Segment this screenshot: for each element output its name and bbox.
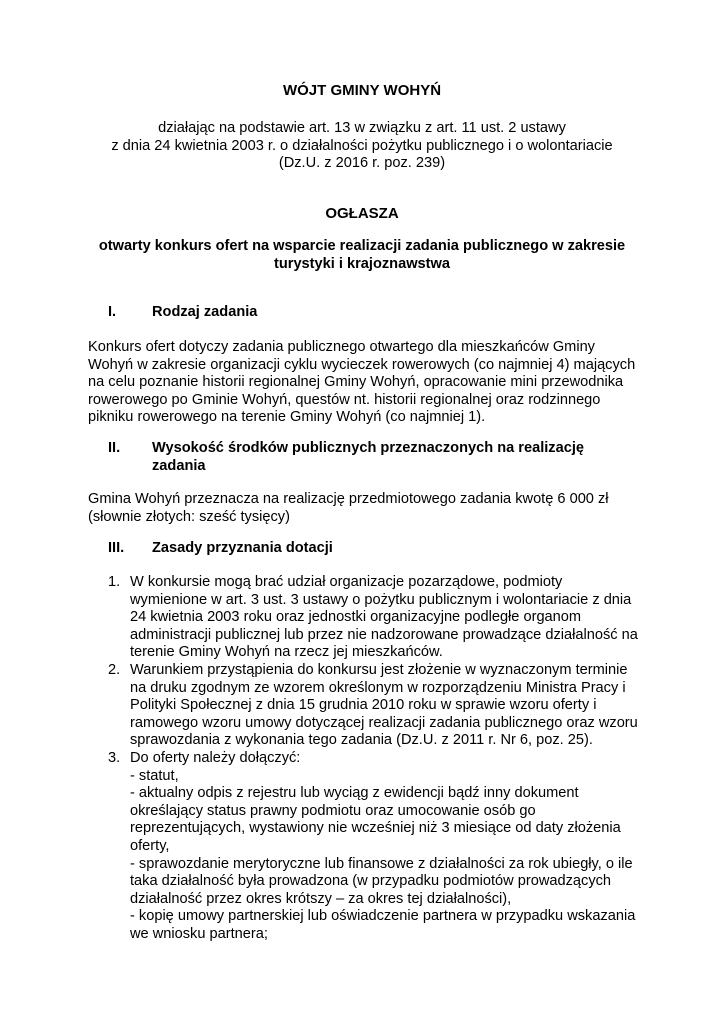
- list-item-line: określający status prawny podmiotu oraz umocowanie osób go: [130, 802, 536, 819]
- section-2-paragraph: [88, 491, 609, 526]
- list-item-line: 24 kwietnia 2003 roku oraz jednostki organizacyjne podległe organom: [130, 609, 582, 626]
- list-item-line: Polityki Społecznej z dnia 15 grudnia 2010 roku w sprawie wzoru oferty i: [130, 697, 597, 714]
- list-item-line: wymienione w art. 3 ust. 3 ustawy o pożytku publicznym i wolontariacie z dnia: [130, 591, 632, 608]
- list-item-line: Warunkiem przystąpienia do konkursu jest złożenie w wyznaczonym terminie: [130, 661, 628, 678]
- list-item-line: - sprawozdanie merytoryczne lub finansowe z działalności za rok ubiegły, o ile: [130, 855, 633, 872]
- paragraph-line: Gmina Wohyń przeznacza na realizację przedmiotowego zadania kwotę 6 000 zł: [88, 491, 609, 507]
- legal-basis-line: (Dz.U. z 2016 r. poz. 239): [278, 155, 446, 172]
- legal-basis-line: działając na podstawie art. 13 w związku z art. 11 ust. 2 ustawy: [158, 120, 566, 136]
- section-title-line: Wysokość środków publicznych przeznaczonych na realizację: [152, 440, 585, 456]
- paragraph-line: na celu poznanie historii regionalnej Gminy Wohyń, opracowanie mini przewodnika: [88, 374, 624, 391]
- list-item-line: we wniosku partnera;: [130, 925, 268, 942]
- rules-list: [108, 574, 638, 943]
- list-item-line: działalność przez okres krótszy – za okres tej działalności),: [130, 890, 512, 907]
- list-item: [108, 574, 638, 662]
- competition-subject: [0, 238, 724, 273]
- list-item-line: terenie Gminy Wohyń na rzecz jej mieszkańców.: [130, 644, 443, 661]
- list-item-number: 2.: [108, 661, 121, 678]
- section-title-line: zadania: [152, 457, 206, 474]
- list-item-line: oferty,: [130, 837, 170, 854]
- paragraph-line: Konkurs ofert dotyczy zadania publicznego otwartego dla mieszkańców Gminy: [88, 339, 595, 355]
- list-item-line: - kopię umowy partnerskiej lub oświadczenie partnera w przypadku wskazania: [130, 908, 636, 925]
- list-item-line: - aktualny odpis z rejestru lub wyciąg z ewidencji bądź inny dokument: [130, 785, 579, 802]
- paragraph-line: Wohyń w zakresie organizacji cyklu wycieczek rowerowych (co najmniej 4) mających: [88, 356, 636, 373]
- list-item-line: ramowego wzoru umowy dotyczącej realizacji zadania publicznego oraz wzoru: [130, 714, 638, 731]
- title-text: WÓJT GMINY WOHYŃ: [282, 82, 442, 99]
- list-item-line: W konkursie mogą brać udział organizacje pozarządowe, podmioty: [130, 574, 563, 590]
- legal-basis-line: z dnia 24 kwietnia 2003 r. o działalności pożytku publicznego i o wolontariacie: [111, 137, 613, 154]
- list-item: [108, 662, 638, 750]
- list-item-line: sprawozdania z wykonania tego zadania (Dz.U. z 2011 r. Nr 6, poz. 25).: [130, 732, 593, 749]
- section-title: [152, 440, 584, 475]
- subject-line: otwarty konkurs ofert na wsparcie realizacji zadania publicznego w zakresie: [98, 238, 626, 254]
- section-1-paragraph: [88, 339, 635, 427]
- list-item-line: Do oferty należy dołączyć:: [130, 749, 301, 766]
- document-title: [0, 82, 724, 100]
- section-title: Rodzaj zadania: [152, 304, 258, 320]
- section-title: Zasady przyznania dotacji: [152, 540, 333, 556]
- section-number: III.: [108, 540, 125, 556]
- list-item-number: 1.: [108, 574, 121, 590]
- list-item-body: [130, 750, 638, 944]
- subject-line: turystyki i krajoznawstwa: [273, 255, 450, 272]
- list-item-line: - statut,: [130, 767, 179, 784]
- section-number: I.: [108, 304, 117, 320]
- list-item-line: administracji publicznej lub przez nie nadzorowane prowadzące działalność na: [130, 626, 638, 643]
- list-item-body: [130, 662, 638, 750]
- paragraph-line: pikniku rowerowego na terenie Gminy Wohyń (co najmniej 1).: [88, 409, 486, 426]
- paragraph-line: (słownie złotych: sześć tysięcy): [88, 508, 290, 525]
- paragraph-line: rowerowego po Gminie Wohyń, questów nt. historii regionalnej oraz rodzinnego: [88, 391, 601, 408]
- list-item-line: reprezentujących, wystawiony nie wcześniej niż 3 miesiące od daty złożenia: [130, 820, 621, 837]
- list-item-line: na druku zgodnym ze wzorem określonym w rozporządzeniu Ministra Pracy i: [130, 679, 626, 696]
- legal-basis: [0, 120, 724, 173]
- list-item-line: taka działalność była prowadzona (w przypadku podmiotów prowadzących: [130, 873, 612, 890]
- list-item-body: [130, 574, 638, 662]
- announcement-heading: [0, 205, 724, 223]
- announcement-text: OGŁASZA: [325, 205, 399, 222]
- list-item: [108, 750, 638, 944]
- section-number: II.: [108, 440, 121, 456]
- list-item-number: 3.: [108, 749, 121, 766]
